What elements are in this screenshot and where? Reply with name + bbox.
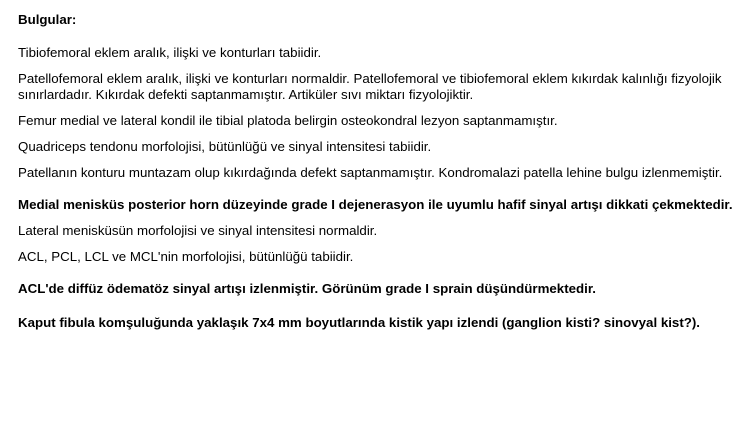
finding-quadriceps-tendon: Quadriceps tendonu morfolojisi, bütünlüğü ve sinyal intensitesi tabiidir. — [18, 139, 432, 154]
finding-tibiofemoral: Tibiofemoral eklem aralık, ilişki ve konturları tabiidir. — [18, 45, 322, 60]
report-document — [18, 12, 743, 341]
finding-medial-meniscus: Medial menisküs posterior horn düzeyinde grade I dejenerasyon ile uyumlu hafif sinyal artışı dikkati çekmektedir. — [18, 197, 733, 212]
finding-fibula-cyst: Kaput fibula komşuluğunda yaklaşık 7x4 mm boyutlarında kistik yapı izlendi (ganglion kisti? sinovyal kist?). — [18, 315, 700, 330]
findings-heading: Bulgular: — [18, 12, 77, 27]
finding-ligaments: ACL, PCL, LCL ve MCL'nin morfolojisi, bütünlüğü tabiidir. — [18, 249, 354, 264]
finding-lateral-meniscus: Lateral menisküsün morfolojisi ve sinyal intensitesi normaldir. — [18, 223, 378, 238]
finding-patellofemoral: Patellofemoral eklem aralık, ilişki ve konturları normaldir. Patellofemoral ve tibiofemoral eklem kıkırdak kalınlığı fizyolojik sınırlardadır. Kıkırdak defekti saptanmamıştır. Artiküler sıvı miktarı fizyolojiktir. — [18, 71, 722, 102]
finding-femur-condyles: Femur medial ve lateral kondil ile tibial platoda belirgin osteokondral lezyon saptanmamıştır. — [18, 113, 558, 128]
finding-patella: Patellanın konturu muntazam olup kıkırdağında defekt saptanmamıştır. Kondromalazi patella lehine bulgu izlenmemiştir. — [18, 165, 723, 180]
finding-acl-edema: ACL'de diffüz ödematöz sinyal artışı izlenmiştir. Görünüm grade I sprain düşündürmektedir. — [18, 281, 596, 296]
